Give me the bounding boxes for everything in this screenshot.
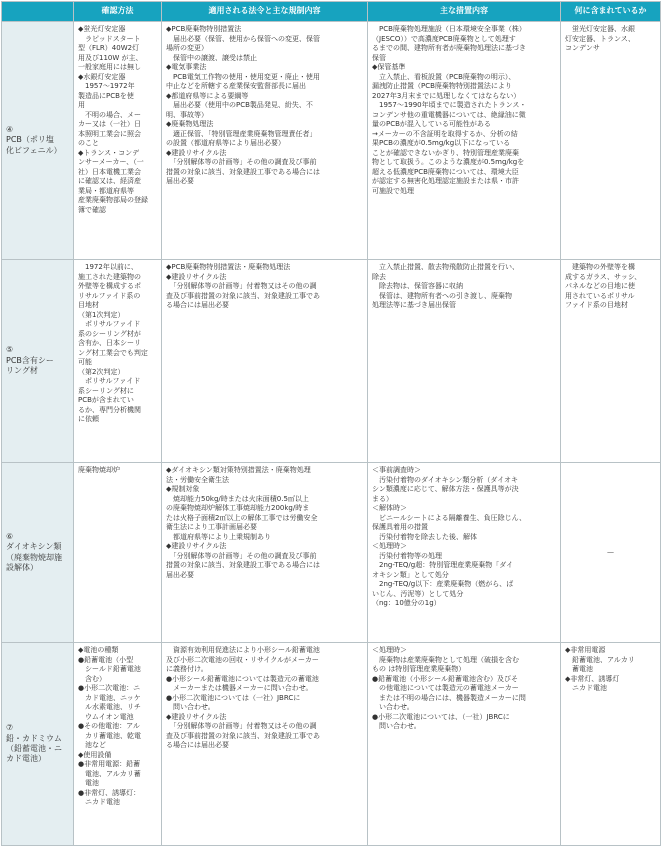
check-line: 1957～1972年: [78, 82, 135, 91]
check-line: 一般家庭用には無し: [78, 63, 141, 72]
law-line: 法・労働安全衛生法: [166, 475, 229, 484]
check-line: 電池、アルカリ蓄: [78, 769, 141, 778]
measure-line: ことが確認できないかぎり、特別管理産業廃棄: [372, 148, 519, 157]
check-line: ●小形二次電池：ニ: [78, 684, 141, 693]
law-line: ●小形シール鉛蓄電池については製造元の蓄電池: [166, 674, 319, 683]
check-line: ●非常灯、誘導灯：: [78, 788, 141, 797]
check-line: 本照明工業会に照会: [78, 129, 141, 138]
category-line: カド電池）: [6, 754, 46, 764]
check-line: 不明の場合、メー: [78, 110, 141, 119]
check-method-cell: [74, 643, 162, 846]
law-line: たは火格子面積2㎡以上の解体工事では労働安全: [166, 513, 318, 522]
category-line: ⑥: [6, 531, 14, 541]
contained-line: パネルなどの目地に使: [565, 282, 635, 291]
contained-line: ◆非常灯、誘導灯: [565, 674, 620, 683]
contained-line: 灯安定器、トランス、: [565, 34, 635, 43]
law-line: 査及び事前措置の対象に該当、対象建設工事であ: [166, 291, 320, 300]
contained-cell: [561, 260, 661, 463]
check-line: シールド鉛蓄電池: [78, 665, 141, 674]
measure-line: →メーカーの不含証明を取得するか、分析の結: [372, 129, 518, 138]
measure-line: 2ng-TEQ/g以下：産業廃棄物（燃がら、ば: [372, 580, 514, 589]
check-line: ラピッドスタート: [78, 34, 141, 43]
check-line: 池など: [78, 741, 106, 750]
law-line: 明、事故等）: [166, 110, 208, 119]
measure-line: 廃棄物は産業廃棄物として処理（破損を含む: [372, 655, 519, 664]
category-line: 鉛・カドミウム: [6, 733, 62, 743]
check-line: 産業廃棄物部局の登録: [78, 196, 148, 205]
category-line: ⑤: [6, 345, 14, 355]
check-line: 電池: [78, 779, 99, 788]
measure-line: 問い合わせ。: [372, 722, 421, 731]
law-line: 問い合わせ。: [166, 703, 215, 712]
measure-line: （ng：10億分の1g）: [372, 599, 441, 608]
check-line: カリ蓄電池、乾電: [78, 731, 141, 740]
check-line: 系シーリング材に: [78, 386, 134, 395]
measure-line: 2027年3月末までに処理しなくてはならない）: [372, 91, 521, 100]
row-pcb-sealant: [2, 260, 661, 463]
law-line: ◆都道府県等による要綱等: [166, 91, 249, 100]
check-line: 簿で確認: [78, 205, 106, 214]
law-line: 及び小形二次電池の回収・リサイクルがメーカー: [166, 655, 319, 664]
law-line: 措置の対象に該当、対象建設工事である場合には: [166, 167, 320, 176]
check-line: 製造品にPCBを使: [78, 91, 134, 100]
measure-line: まる）: [372, 494, 393, 503]
check-line: ンサーメーカー、（一: [78, 158, 144, 167]
law-line: 査及び事前措置の対象に該当、対象建設工事であ: [166, 731, 320, 740]
check-method-cell: [74, 22, 162, 260]
check-line: ポリサルファイド: [78, 320, 141, 329]
measure-line: PCB廃棄物処理施設（日本環境安全事業（株）: [372, 25, 526, 33]
check-line: るか、専門分析機関: [78, 405, 141, 414]
law-line: メーカーまたは機器メーカーに問い合わせ。: [166, 684, 313, 693]
check-line: ◆水銀灯安定器: [78, 72, 126, 81]
law-line: ◆電気事業法: [166, 63, 207, 72]
check-line: ●非常用電源：鉛蓄: [78, 760, 141, 769]
category-line: ダイオキシン類: [6, 542, 62, 552]
check-line: に確認又は、経済産: [78, 177, 141, 186]
check-line: 廃棄物焼却炉: [78, 466, 120, 474]
measure-line: 超える低濃度PCB廃棄物については、環境大臣: [372, 167, 519, 176]
measure-line: ＜処理時＞: [372, 646, 407, 654]
law-line: の設置（都道府県等により届出必要）: [166, 139, 285, 148]
measure-line: ＜解体時＞: [372, 504, 407, 513]
measure-line: 果PCBの濃度が0.5mg/kg以下になっている: [372, 139, 511, 148]
law-line: ◆建設リサイクル法: [166, 542, 227, 551]
check-line: ●その他電池：アル: [78, 722, 140, 731]
measure-cell: [368, 22, 561, 260]
check-line: PCBが含まれてい: [78, 396, 134, 405]
law-line: ◆廃棄物処理法: [166, 120, 214, 129]
measure-line: オキシン類」として処分: [372, 570, 449, 579]
header-row: [2, 2, 661, 22]
law-line: ◆PCB廃棄物特別措置法・廃棄物処理法: [166, 263, 291, 271]
check-line: ング材工業会でも判定: [78, 348, 148, 357]
law-line: 中止などを所轄する産業保安監督部長に届出: [166, 82, 306, 91]
law-line: 焼却能力50kg/時または火床面積0.5㎡以上: [166, 494, 309, 503]
category-line: リング材: [6, 366, 38, 376]
check-line: 業局・都道府県等: [78, 186, 134, 195]
measure-line: 処理法等に基づき届出保管: [372, 301, 456, 310]
measure-line: ＜処理時＞: [372, 542, 407, 551]
measure-line: 物として取扱う。このような濃度が0.5mg/kgを: [372, 158, 525, 167]
check-line: 含む）: [78, 674, 106, 683]
law-line: 衛生法により工事計画届必要: [166, 523, 257, 532]
check-line: ニカド電池: [78, 798, 120, 807]
contained-line: —: [607, 547, 614, 556]
contained-line: 鉛蓄電池、アルカリ: [565, 655, 635, 664]
check-line: 可能: [78, 358, 92, 367]
regulation-table: [1, 1, 661, 846]
measure-line: い合わせ。: [372, 703, 414, 712]
check-line: リサルファイド系の: [78, 291, 141, 300]
header-category: [2, 2, 74, 22]
check-line: 系のシーリング材が: [78, 329, 141, 338]
check-line: 目地材: [78, 301, 99, 310]
category-line: （廃棄物焼却施: [6, 552, 62, 562]
measure-line: コンデンサ他の重電機器については、絶縁油に微: [372, 110, 526, 119]
law-line: 適正保管、「特別管理産業廃棄物管理責任者」: [166, 129, 317, 138]
measure-line: もの は特別管理産業廃棄物）: [372, 665, 466, 674]
header-law-content: 適用される法令と主な規制内容: [162, 2, 368, 22]
contained-line: 蛍光灯安定器、水銀: [565, 25, 635, 33]
measure-line: ビニールシートによる隔離養生、負圧除じん、: [372, 513, 527, 522]
category-line: ④: [6, 124, 14, 134]
contained-cell: [561, 22, 661, 260]
contained-line: 建築物の外壁等を構: [565, 263, 635, 271]
measure-line: シン類濃度に応じて、解体方法・保護具等が決: [372, 485, 519, 494]
measure-line: 1957～1990年頃までに製造されたトランス・: [372, 101, 527, 110]
check-line: ◆蛍光灯安定器: [78, 25, 126, 33]
law-cell: [162, 260, 368, 463]
category-cell: [2, 260, 74, 463]
measure-line: 除去物は、保管容器に収納: [372, 282, 463, 291]
check-line: 社）日本電機工業会: [78, 167, 141, 176]
measure-line: 漏洩防止措置（PCB廃棄物特別措置法により: [372, 82, 512, 91]
check-line: ●鉛蓄電池（小型: [78, 655, 134, 664]
measure-line: ＜事前調査時＞: [372, 466, 421, 474]
check-line: （第1次判定）: [78, 310, 125, 319]
measure-line: ●鉛蓄電池（小形シール鉛蓄電池含む）及びそ: [372, 674, 518, 683]
measure-line: 保管は、建物所有者への引き渡し、廃棄物: [372, 291, 512, 300]
law-line: 「分別解体等の計画等」付着物又はその他の調: [166, 282, 317, 291]
contained-line: 用されているポリサル: [565, 291, 635, 300]
law-line: 保管中の譲渡、譲受は禁止: [166, 53, 257, 62]
contained-cell: [561, 643, 661, 846]
header-contained-in: 何に含まれているか: [561, 2, 661, 22]
law-line: 「分別解体等の計画等」付着物又はその他の調: [166, 722, 317, 731]
law-line: 都道府県等により上乗規制あり: [166, 532, 271, 541]
measure-line: 量のPCBが混入している可能性がある: [372, 120, 491, 129]
check-line: 用: [78, 101, 85, 110]
check-line: （第2次判定）: [78, 367, 125, 376]
law-line: に義務付け。: [166, 665, 208, 674]
law-line: る場合には届出必要: [166, 301, 229, 310]
law-line: 資源有効利用促進法により小形シール鉛蓄電池: [166, 646, 320, 654]
category-line: PCB（ポリ塩: [6, 135, 54, 145]
category-line: （鉛蓄電池・ニ: [6, 744, 62, 753]
row-dioxin: [2, 463, 661, 643]
header-measures: 主な措置内容: [368, 2, 561, 22]
measure-line: るまでの間、建物所有者が廃棄物処理法に基づき: [372, 44, 526, 53]
check-line: 含有か、日本シーリ: [78, 339, 141, 348]
measure-cell: [368, 260, 561, 463]
contained-line: 蓄電池: [565, 665, 593, 674]
measure-line: ◆保管基準: [372, 63, 406, 72]
law-line: ◆PCB廃棄物特別措置法: [166, 25, 242, 33]
law-line: ●小形二次電池については（一社）JBRCに: [166, 693, 301, 702]
check-line: のこと: [78, 139, 99, 148]
law-line: PCB電気工作物の使用・使用変更・廃止・使用: [166, 72, 320, 81]
measure-cell: [368, 463, 561, 643]
check-line: ◆電池の種類: [78, 646, 119, 654]
law-line: ◆規制対象: [166, 485, 200, 494]
category-line: 化ビフェニル）: [6, 145, 62, 155]
law-line: ◆ダイオキシン類対策特別措置法・廃棄物処理: [166, 466, 311, 474]
category-line: PCB含有シー: [6, 355, 54, 365]
check-line: 外壁等を構成するポ: [78, 282, 141, 291]
check-line: ル水素電池、リチ: [78, 703, 141, 712]
law-line: ◆建設リサイクル法: [166, 712, 227, 721]
category-cell: [2, 643, 74, 846]
check-line: 1972年以前に、: [78, 263, 138, 271]
measure-line: 可施設で処理: [372, 186, 414, 195]
measure-line: いじん、汚泥等）として処分: [372, 589, 464, 598]
category-cell: [2, 463, 74, 643]
measure-line: または不明の場合には、機器製造メーカーに問: [372, 693, 526, 702]
contained-line: コンデンサ: [565, 44, 600, 53]
check-line: 型（FLR）40W2灯: [78, 44, 140, 53]
check-line: ポリサルファイド: [78, 377, 141, 386]
check-line: ◆トランス・コンデ: [78, 148, 140, 157]
measure-line: （JESCO））で高濃度PCB廃棄物として処理す: [372, 34, 516, 43]
header-check-method: 確認方法: [74, 2, 162, 22]
check-method-cell: [74, 260, 162, 463]
check-line: ウムイオン電池: [78, 712, 134, 721]
category-line: 設解体）: [6, 562, 38, 572]
row-pcb: [2, 22, 661, 260]
law-line: 届出必要（保管、使用から保管への変更、保管: [166, 34, 320, 43]
measure-line: 保護具着用の措置: [372, 523, 428, 532]
measure-line: の他電池については製造元の蓄電池メーカー: [372, 684, 519, 693]
measure-line: 汚染付着物等の処理: [372, 551, 442, 560]
measure-line: 汚染付着物のダイオキシン類分析（ダイオキ: [372, 475, 519, 484]
contained-line: ニカド電池: [565, 684, 607, 693]
law-line: 措置の対象に該当、対象建設工事である場合には: [166, 561, 320, 570]
category-cell: [2, 22, 74, 260]
law-line: る場合には届出必要: [166, 741, 229, 750]
measure-cell: [368, 643, 561, 846]
measure-line: 除去: [372, 272, 386, 281]
check-line: カド電池、ニッケ: [78, 693, 141, 702]
check-method-cell: [74, 463, 162, 643]
law-line: 「分別解体等の計画等」その他の調査及び事前: [166, 551, 317, 560]
measure-line: 立入禁止措置、散去物飛散防止措置を行い、: [372, 263, 519, 271]
category-line: ⑦: [6, 723, 14, 733]
check-line: 施工された建築物の: [78, 272, 141, 281]
contained-line: ◆非常用電源: [565, 646, 606, 654]
law-line: 場所の変更）: [166, 44, 208, 53]
measure-line: 保管: [372, 53, 386, 62]
measure-line: 汚染付着物を除去した後、解体: [372, 532, 477, 541]
measure-line: 立入禁止、看板設置（PCB廃棄物の明示）、: [372, 72, 516, 81]
measure-line: 2ng-TEQ/g超：特別管理産業廃棄物「ダイ: [372, 561, 514, 570]
check-line: に依頼: [78, 415, 99, 424]
check-line: カー又は（一社）日: [78, 120, 141, 129]
law-line: 届出必要: [166, 570, 194, 579]
law-line: 届出必要（使用中のPCB製品発見、紛失、不: [166, 101, 313, 110]
law-line: 「分別解体等の計画等」その他の調査及び事前: [166, 158, 317, 167]
law-line: ◆建設リサイクル法: [166, 272, 227, 281]
law-cell: [162, 22, 368, 260]
row-lead-cadmium: [2, 643, 661, 846]
measure-line: ●小形二次電池については、（一社）JBRCに: [372, 712, 510, 721]
law-cell: [162, 643, 368, 846]
contained-cell: [561, 463, 661, 643]
contained-line: 成するガラス、サッシ、: [565, 272, 642, 281]
law-line: ◆建設リサイクル法: [166, 148, 227, 157]
check-line: ◆使用設備: [78, 750, 112, 759]
law-line: の廃棄物焼却炉解体工事焼却能力200kg/時ま: [166, 504, 310, 513]
measure-line: が認定する無害化処理認定施設または県・市許: [372, 177, 519, 186]
law-cell: [162, 463, 368, 643]
check-line: 用及び110W が主、: [78, 53, 143, 62]
contained-line: ファイド系の目地材: [565, 301, 628, 310]
law-line: 届出必要: [166, 177, 194, 186]
